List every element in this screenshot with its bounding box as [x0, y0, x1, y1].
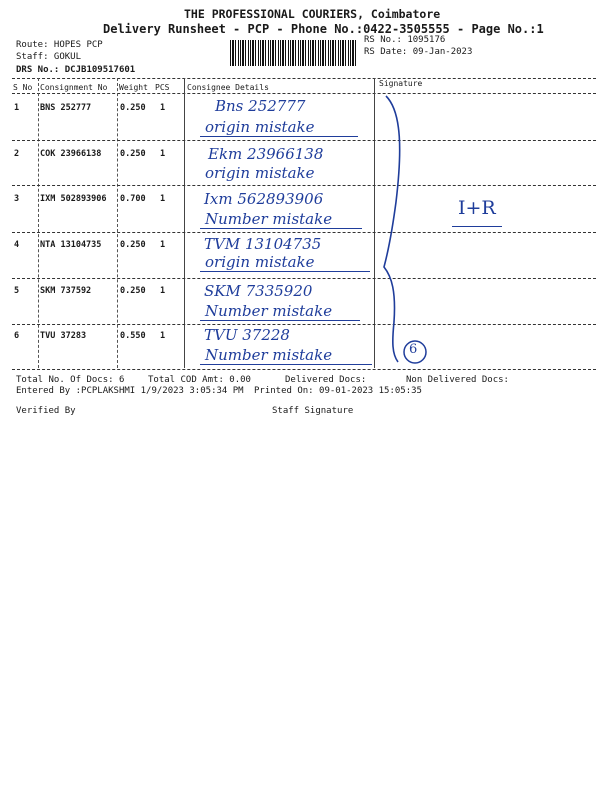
staff-signature: Staff Signature [272, 406, 354, 416]
total-docs: Total No. Of Docs: 6 [16, 375, 125, 385]
runsheet-title: Delivery Runsheet - PCP - Phone No.:0422-3505555 - Page No.:1 [103, 22, 544, 36]
row3-weight: 0.700 [120, 194, 146, 204]
row4-sno: 4 [14, 240, 20, 250]
col-header-consignment: Consignment No [40, 83, 108, 92]
row2-separator [12, 185, 596, 186]
row6-consignment: TVU 37283 [40, 331, 87, 341]
row4-handwritten-remark: origin mistake [205, 253, 315, 271]
row6-handwritten-code: TVU 37228 [204, 326, 290, 344]
row4-weight: 0.250 [120, 240, 146, 250]
signature-count: 6 [409, 342, 418, 357]
total-cod: Total COD Amt: 0.00 [148, 375, 251, 385]
row6-weight: 0.550 [120, 331, 146, 341]
row6-pcs: 1 [160, 331, 166, 341]
row4-pcs: 1 [160, 240, 166, 250]
rs-number: RS No.: 1095176 [364, 35, 446, 45]
row4-consignment: NTA 13104735 [40, 240, 102, 250]
row5-handwritten-code: SKM 7335920 [204, 282, 313, 300]
row1-consignment: BNS 252777 [40, 103, 92, 113]
staff-label: Staff: GOKUL [16, 52, 82, 62]
entered-by: Entered By :PCPLAKSHMI 1/9/2023 3:05:34 PM [16, 386, 244, 396]
table-bottom-rule [12, 369, 596, 370]
delivered-docs: Delivered Docs: [285, 375, 367, 385]
row1-sno: 1 [14, 103, 20, 113]
row3-handwritten-code: Ixm 562893906 [204, 190, 324, 208]
row1-pcs: 1 [160, 103, 166, 113]
row3-sno: 3 [14, 194, 20, 204]
row5-handwritten-remark: Number mistake [205, 302, 333, 320]
row3-consignment: IXM 502893906 [40, 194, 107, 204]
col-header-sno: S No [13, 83, 33, 92]
row1-separator [12, 140, 596, 141]
row6-sno: 6 [14, 331, 20, 341]
row5-consignment: SKM 737592 [40, 286, 92, 296]
row5-pcs: 1 [160, 286, 166, 296]
row5-underline [200, 320, 360, 321]
route-label: Route: HOPES PCP [16, 40, 103, 50]
signature-note-underline [452, 226, 502, 227]
row5-weight: 0.250 [120, 286, 146, 296]
table-header-rule [12, 93, 596, 94]
row2-handwritten-code: Ekm 23966138 [208, 145, 324, 163]
col-header-weight: Weight [119, 83, 148, 92]
table-top-rule [12, 78, 596, 79]
row6-handwritten-remark: Number mistake [205, 346, 333, 364]
row3-underline [200, 228, 362, 229]
row5-sno: 5 [14, 286, 20, 296]
row2-handwritten-remark: origin mistake [205, 164, 315, 182]
non-delivered-docs: Non Delivered Docs: [406, 375, 509, 385]
row1-weight: 0.250 [120, 103, 146, 113]
verified-by: Verified By [16, 406, 76, 416]
row6-underline [200, 364, 372, 365]
row1-underline [200, 136, 358, 137]
barcode [230, 40, 358, 66]
col-header-pcs: PCS [155, 83, 170, 92]
row3-handwritten-remark: Number mistake [205, 210, 333, 228]
row2-sno: 2 [14, 149, 20, 159]
col-header-consignee: Consignee Details [187, 83, 269, 92]
row4-handwritten-code: TVM 13104735 [204, 235, 322, 253]
row4-separator [12, 278, 596, 279]
row4-underline [200, 271, 370, 272]
col-header-signature: Signature [379, 79, 423, 88]
row3-pcs: 1 [160, 194, 166, 204]
row1-handwritten-code: Bns 252777 [215, 97, 306, 115]
row2-pcs: 1 [160, 149, 166, 159]
company-title: THE PROFESSIONAL COURIERS, Coimbatore [184, 7, 441, 21]
drs-number: DRS No.: DCJB109517601 [16, 65, 136, 75]
bracket-mark [380, 92, 420, 367]
row2-weight: 0.250 [120, 149, 146, 159]
signature-note: I+R [458, 197, 496, 219]
row1-handwritten-remark: origin mistake [205, 118, 315, 136]
row5-separator [12, 324, 596, 325]
row3-separator [12, 232, 596, 233]
printed-on: Printed On: 09-01-2023 15:05:35 [254, 386, 422, 396]
row2-consignment: COK 23966138 [40, 149, 102, 159]
rs-date: RS Date: 09-Jan-2023 [364, 47, 473, 57]
